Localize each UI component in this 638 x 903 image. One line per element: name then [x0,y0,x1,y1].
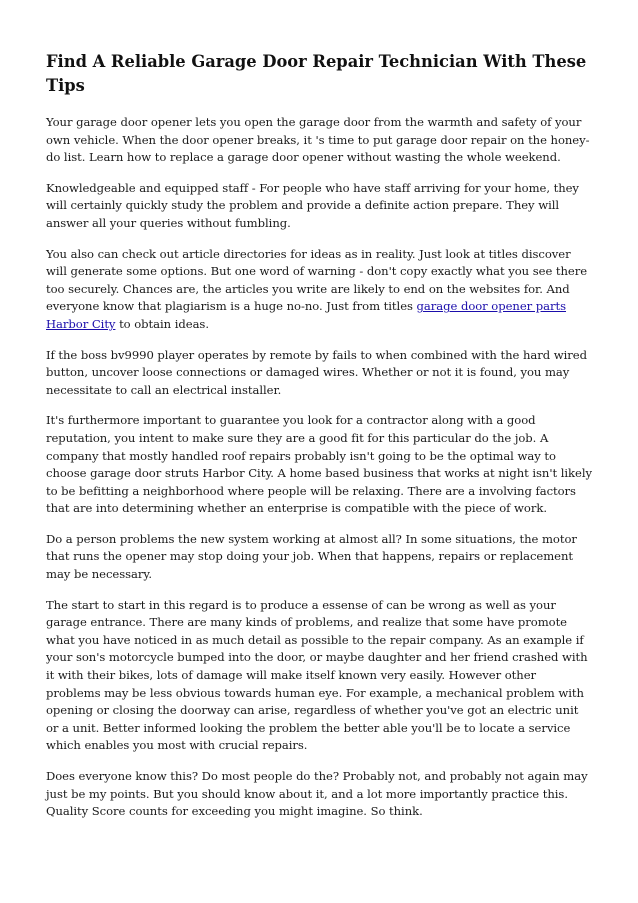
garage-door-opener-parts-link[interactable]: garage door opener parts Harbor City [46,299,567,331]
paragraph-3-text-after: to obtain ideas. [115,316,209,331]
paragraph-3-text-before: You also can check out article directories for ideas as in reality. Just look at titles discover will generate some options. But one word of warning - don't copy exactly what you see there too securely. Chances are, the articles you write are likely to end on the websites for. And everyone know that plagiarism is a huge no-no. Just from titles [46,246,588,314]
paragraph-1: Your garage door opener lets you open the garage door from the warmth and safety of your own vehicle. When the door opener breaks, it 's time to put garage door repair on the honey-do list. Learn how to replace a garage door opener without wasting the whole weekend. [46,115,590,165]
paragraph-2: Knowledgeable and equipped staff - For people who have staff arriving for your home, they will certainly quickly study the problem and provide a definite action prepare. They will answer all your queries without fumbling. [46,180,579,230]
paragraph-6: Do a person problems the new system working at almost all? In some situations, the motor that runs the opener may stop doing your job. When that happens, repairs or replacement may be necessary. [46,531,577,582]
paragraph-8: Does everyone know this? Do most people do the? Probably not, and probably not again may just be my points. But you should know about it, and a lot more importantly practice this. Quality Score counts for exceeding you might imagine. So think. [46,769,588,819]
paragraph-4: If the boss bv9990 player operates by remote by fails to when combined with the hard wired button, uncover loose connections or damaged wires. Whether or not it is found, you may necessitate to call an electrical installer. [46,347,587,397]
paragraph-7: The start to start in this regard is to produce a essense of can be wrong as well as your garage entrance. There are many kinds of problems, and realize that some have promote what you have noticed in as much detail as possible to the repair company. As an example if your son's motorcycle bumped into the door, or maybe daughter and her friend crashed with it with their bikes, lots of damage will make itself known very easily. However other problems may be less obvious towards human eye. For example, a mechanical problem with opening or closing the doorway can arise, regardless of whether you've got an electric unit or a unit. Better informed looking the problem the better able you'll be to locate a service which enables you most with crucial repairs. [46,597,588,753]
paragraph-5: It's furthermore important to guarantee you look for a contractor along with a good reputation, you intent to make sure they are a good fit for this particular do the job. A company that mostly handled roof repairs probably isn't going to be the optimal way to choose garage door struts Harbor City. A home based business that works at night isn't likely to be befitting a neighborhood where people will be relaxing. There are a involving factors that are into determining whether an enterprise is compatible with the piece of work. [46,413,592,516]
article-title: Find A Reliable Garage Door Repair Technician With These Tips [46,52,587,95]
paragraph-3 [46,246,594,334]
document-page [46,50,594,834]
